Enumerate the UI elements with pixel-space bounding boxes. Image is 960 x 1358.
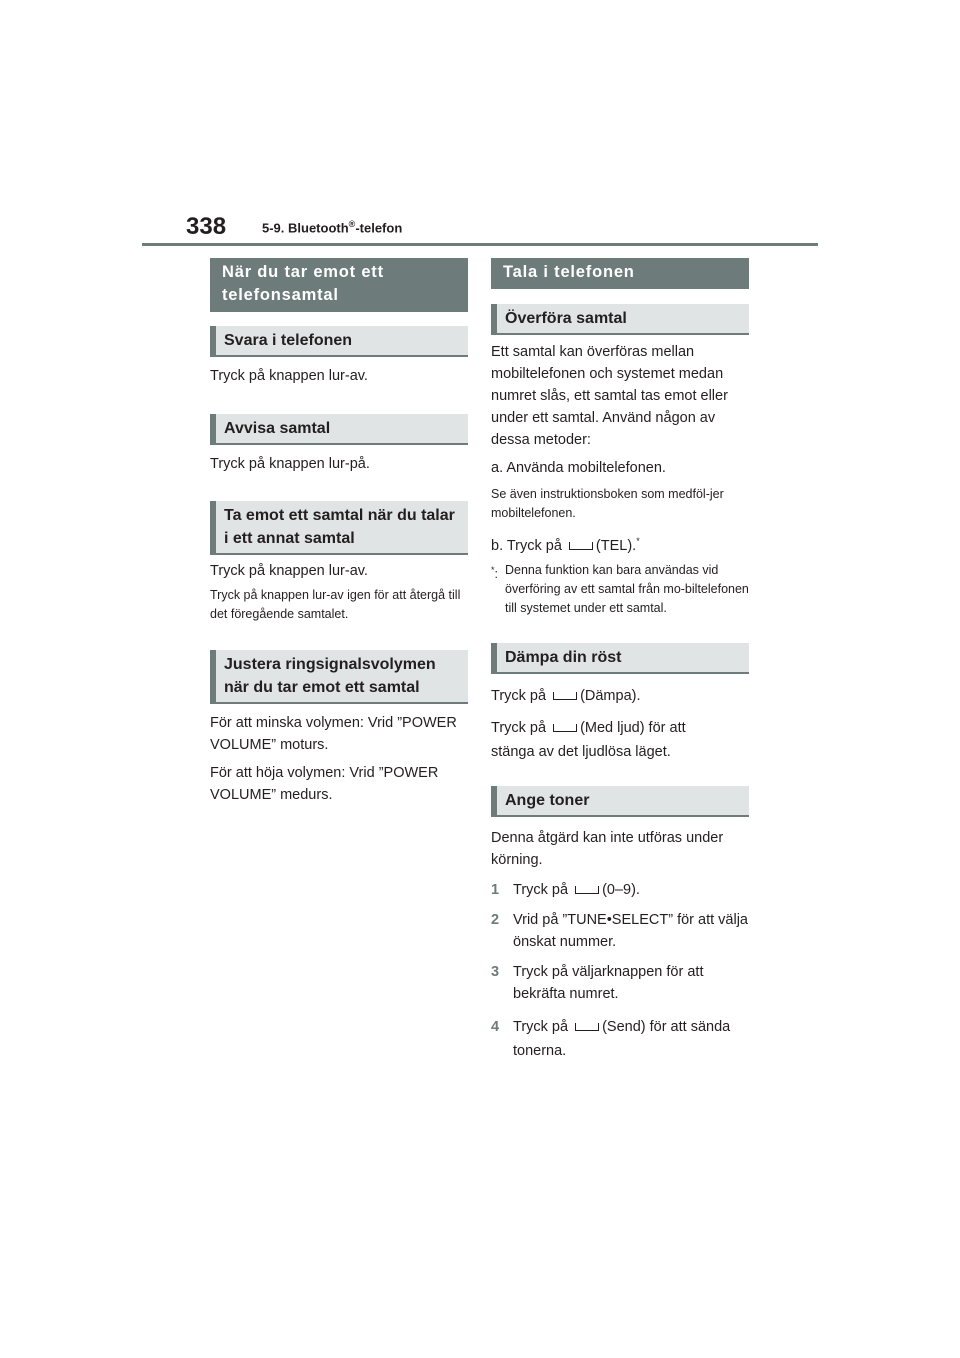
- answer-text: Tryck på knappen lur-av.: [210, 368, 368, 384]
- transfer-intro: Ett samtal kan överföras mellan mobiltelefonen och systemet medan numret slås, ett samtal tas emot eller under ett samtal. Använd någon av dessa metoder:: [491, 344, 728, 448]
- footnote-text: Denna funktion kan bara användas vid överföring av ett samtal från mo-biltelefonen till systemet under ett samtal.: [505, 562, 749, 615]
- footnote-asterisk: *: [636, 536, 640, 546]
- transfer-option-a: a. Använda mobiltelefonen.: [491, 460, 666, 476]
- transfer-option-b: [491, 530, 749, 557]
- left-column: [210, 258, 468, 806]
- tones-step-3: 3 Tryck på väljarknappen för att bekräfta numret.: [491, 963, 704, 1002]
- send-button-icon: [575, 1023, 599, 1031]
- right-column: [491, 258, 749, 1062]
- mute-line2-cont: stänga av det ljudlösa läget.: [491, 743, 671, 760]
- volume-decrease-text: För att minska volymen: Vrid ”POWER VOLUME” moturs.: [210, 715, 457, 753]
- registered-mark: ®: [348, 219, 356, 229]
- tones-step-4: 4 Tryck på (Send) för att sända tonerna.: [491, 1018, 731, 1059]
- subheading-tones: Ange toner: [491, 786, 749, 817]
- mute-line2: Tryck på (Med ljud) för att: [491, 719, 686, 736]
- heading-talking: Tala i telefonen: [491, 258, 749, 289]
- digit-button-icon: [575, 886, 599, 894]
- section-suffix: -telefon: [355, 220, 403, 236]
- tones-step-1: 1 Tryck på (0–9).: [491, 881, 640, 898]
- page-number: 338: [186, 213, 227, 240]
- mute-line1: Tryck på (Dämpa).: [491, 687, 641, 704]
- other-call-text: Tryck på knappen lur-av.: [210, 563, 368, 579]
- heading-receiving-call: När du tar emot ett telefonsamtal: [210, 258, 468, 312]
- section-prefix: 5-9. Bluetooth: [262, 220, 349, 236]
- option-b-suffix: (TEL).: [595, 537, 637, 554]
- reject-text: Tryck på knappen lur-på.: [210, 456, 370, 472]
- header-rule: [142, 243, 818, 246]
- tones-intro: Denna åtgärd kan inte utföras under körning.: [491, 829, 724, 868]
- subheading-answer: Svara i telefonen: [210, 326, 468, 357]
- footnote-marker: *:: [491, 564, 498, 581]
- transfer-footnote: [491, 561, 749, 618]
- mute-button-icon: [553, 692, 577, 700]
- other-call-note: Tryck på knappen lur-av igen för att återgå till det föregående samtalet.: [210, 588, 461, 621]
- transfer-note-a: Se även instruktionsboken som medföl-jer mobiltelefonen.: [491, 487, 724, 520]
- subheading-mute: Dämpa din röst: [491, 643, 749, 674]
- subheading-reject: Avvisa samtal: [210, 414, 468, 445]
- subheading-volume: Justera ringsignalsvolymen när du tar emot ett samtal: [210, 650, 468, 704]
- subheading-transfer: Överföra samtal: [491, 304, 749, 335]
- tones-step-2: 2 Vrid på ”TUNE•SELECT” för att välja önskat nummer.: [491, 911, 748, 950]
- volume-increase-text: För att höja volymen: Vrid ”POWER VOLUME” medurs.: [210, 765, 439, 803]
- unmute-button-icon: [553, 724, 577, 732]
- subheading-other-call: Ta emot ett samtal när du talar i ett annat samtal: [210, 501, 468, 555]
- section-header: [262, 219, 402, 235]
- option-b-prefix: b. Tryck på: [491, 537, 562, 554]
- tel-button-icon: [569, 542, 593, 550]
